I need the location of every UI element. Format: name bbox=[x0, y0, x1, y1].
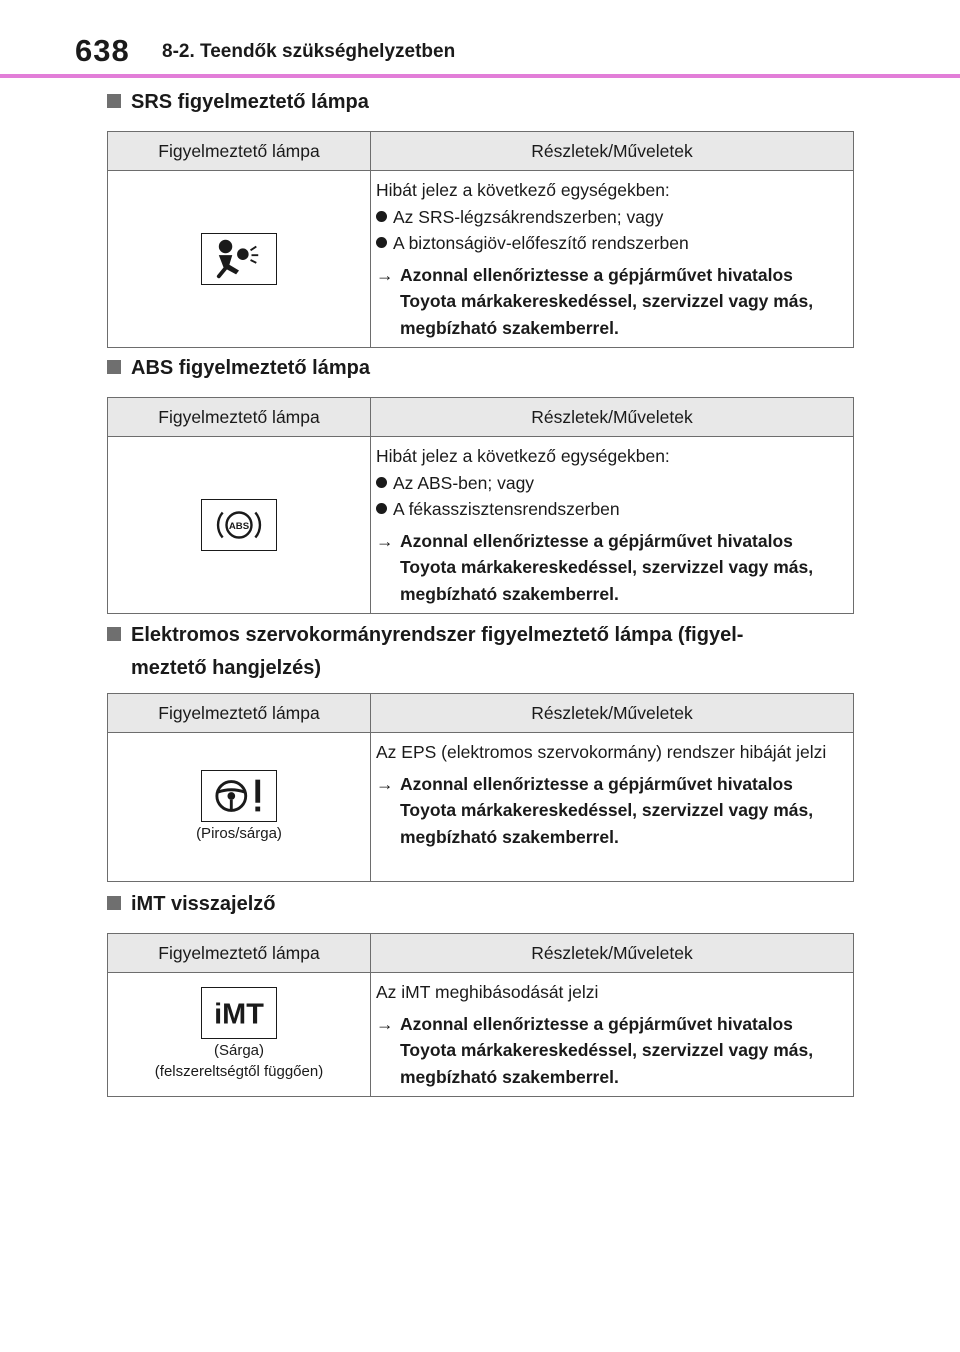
steering-wheel-warning-icon bbox=[201, 770, 277, 822]
action-instruction: → Azonnal ellenőriztesse a gépjárművet hivatalos Toyota márkakereskedéssel, szervizzel vagy más, megbízható szakemberrel. bbox=[376, 771, 847, 851]
bullet-dot-icon bbox=[376, 237, 387, 248]
detail-intro: Hibát jelez a következő egységekben: bbox=[376, 180, 670, 200]
column-header-details: Részletek/Műveletek bbox=[371, 934, 854, 973]
lamp-cell bbox=[108, 437, 371, 614]
detail-cell bbox=[371, 973, 854, 1097]
column-header-details: Részletek/Műveletek bbox=[371, 398, 854, 437]
column-header-lamp: Figyelmeztető lámpa bbox=[108, 132, 371, 171]
column-header-lamp: Figyelmeztető lámpa bbox=[108, 398, 371, 437]
lamp-caption: (Sárga) bbox=[213, 1042, 265, 1059]
imt-icon-label: iMT bbox=[214, 998, 264, 1031]
lamp-cell bbox=[108, 171, 371, 348]
arrow-icon: → bbox=[376, 530, 394, 551]
page-header bbox=[0, 0, 960, 80]
detail-intro: Hibát jelez a következő egységekben: bbox=[376, 446, 670, 466]
imt-table bbox=[107, 933, 854, 1097]
detail-cell bbox=[371, 733, 854, 882]
lamp-cell bbox=[108, 733, 371, 882]
table-header-row bbox=[108, 934, 854, 973]
list-item: Az ABS-ben; vagy bbox=[376, 470, 847, 497]
heading-square-icon bbox=[107, 360, 121, 374]
arrow-icon: → bbox=[376, 773, 394, 794]
arrow-icon: → bbox=[376, 264, 394, 285]
table-row bbox=[108, 437, 854, 614]
table-header-row bbox=[108, 132, 854, 171]
section-heading-srs: SRS figyelmeztető lámpa bbox=[107, 86, 369, 119]
detail-intro: Az EPS (elektromos szervokormány) rendszer hibáját jelzi bbox=[376, 742, 827, 762]
detail-intro: Az iMT meghibásodását jelzi bbox=[376, 982, 599, 1002]
page-number: 638 bbox=[75, 33, 130, 68]
action-instruction: → Azonnal ellenőriztesse a gépjárművet hivatalos Toyota márkakereskedéssel, szervizzel vagy más, megbízható szakemberrel. bbox=[376, 528, 847, 608]
table-row bbox=[108, 171, 854, 348]
action-instruction: → Azonnal ellenőriztesse a gépjárművet hivatalos Toyota márkakereskedéssel, szervizzel vagy más, megbízható szakemberrel. bbox=[376, 262, 847, 342]
table-header-row bbox=[108, 694, 854, 733]
bullet-dot-icon bbox=[376, 211, 387, 222]
bullet-dot-icon bbox=[376, 477, 387, 488]
column-header-lamp: Figyelmeztető lámpa bbox=[108, 694, 371, 733]
srs-table bbox=[107, 131, 854, 348]
table-row bbox=[108, 733, 854, 882]
table-header-row bbox=[108, 398, 854, 437]
chapter-title: 8-2. Teendők szükséghelyzetben bbox=[162, 41, 456, 62]
column-header-details: Részletek/Műveletek bbox=[371, 132, 854, 171]
lamp-caption: (Piros/sárga) bbox=[196, 825, 282, 842]
list-item: A fékasszisztensrendszerben bbox=[376, 496, 847, 523]
eps-table bbox=[107, 693, 854, 882]
heading-square-icon bbox=[107, 94, 121, 108]
abs-icon-label: ABS bbox=[228, 520, 250, 532]
section-heading-imt: iMT visszajelző bbox=[107, 888, 276, 921]
heading-square-icon bbox=[107, 896, 121, 910]
header-rule bbox=[0, 74, 960, 78]
column-header-details: Részletek/Műveletek bbox=[371, 694, 854, 733]
imt-icon bbox=[201, 987, 277, 1039]
section-heading-eps: Elektromos szervokormányrendszer figyelmeztető lámpa (figyel- meztető hangjelzés) bbox=[107, 619, 743, 685]
list-item: Az SRS-légzsákrendszerben; vagy bbox=[376, 204, 847, 231]
table-row bbox=[108, 973, 854, 1097]
lamp-caption-equipment: (felszereltségtől függően) bbox=[154, 1063, 324, 1080]
action-instruction: → Azonnal ellenőriztesse a gépjárművet hivatalos Toyota márkakereskedéssel, szervizzel vagy más, megbízható szakemberrel. bbox=[376, 1011, 847, 1091]
detail-cell bbox=[371, 437, 854, 614]
heading-square-icon bbox=[107, 627, 121, 641]
column-header-lamp: Figyelmeztető lámpa bbox=[108, 934, 371, 973]
arrow-icon: → bbox=[376, 1013, 394, 1034]
abs-table bbox=[107, 397, 854, 614]
abs-icon bbox=[201, 499, 277, 551]
bullet-dot-icon bbox=[376, 503, 387, 514]
detail-cell bbox=[371, 171, 854, 348]
section-heading-abs: ABS figyelmeztető lámpa bbox=[107, 352, 370, 385]
srs-airbag-icon bbox=[201, 233, 277, 285]
lamp-cell bbox=[108, 973, 371, 1097]
list-item: A biztonságiöv-előfeszítő rendszerben bbox=[376, 230, 847, 257]
